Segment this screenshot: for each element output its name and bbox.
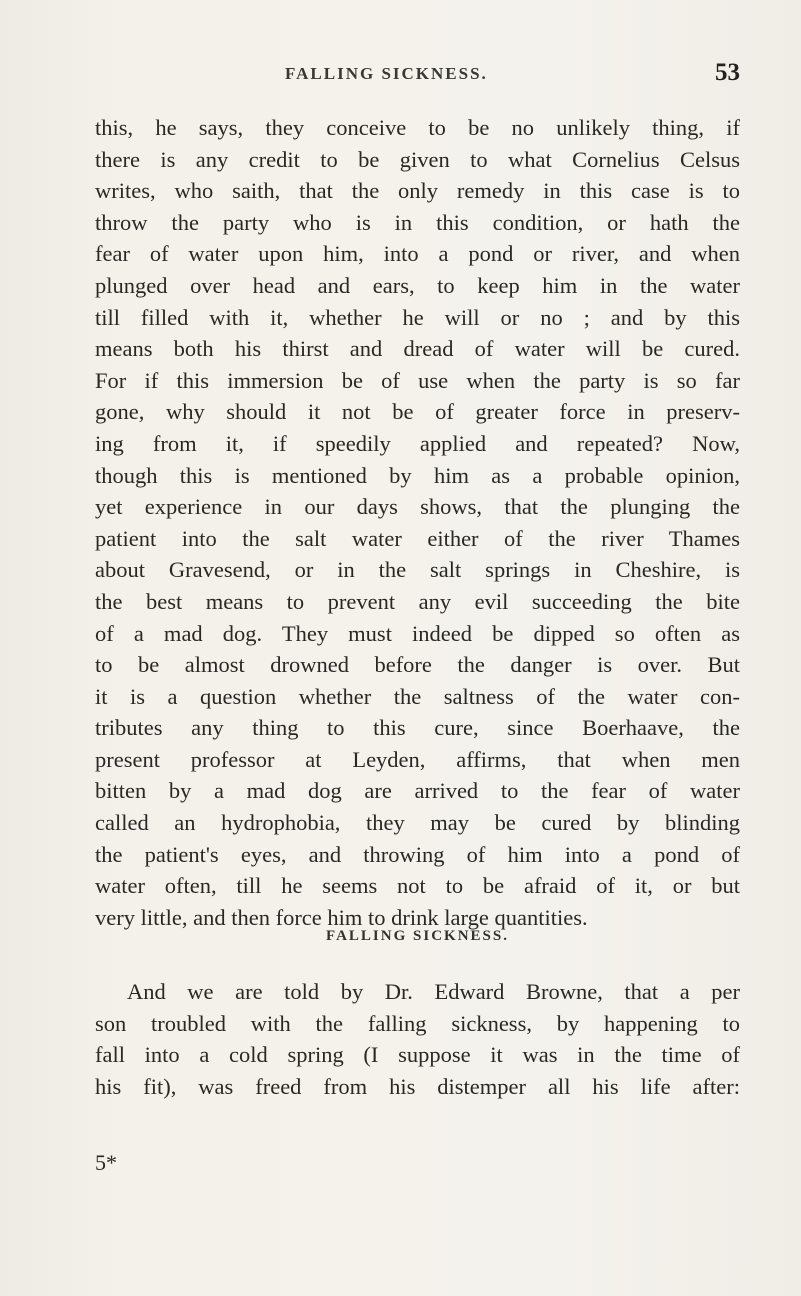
text-line: his fit), was freed from his distemper all his life after:	[95, 1073, 740, 1099]
section-heading: FALLING SICKNESS.	[326, 928, 509, 944]
text-line: patient into the salt water either of the river Thames	[95, 525, 740, 551]
text-line: present professor at Leyden, affirms, that when men	[95, 746, 740, 772]
page-number: 53	[715, 59, 740, 86]
section-paragraph	[95, 976, 740, 1102]
text-line: tributes any thing to this cure, since Boerhaave, the	[95, 715, 740, 741]
text-line: about Gravesend, or in the salt springs in Cheshire, is	[95, 557, 740, 583]
text-line: the patient's eyes, and throwing of him into a pond of	[95, 841, 740, 867]
running-title: FALLING SICKNESS.	[285, 64, 488, 83]
text-line: this, he says, they conceive to be no unlikely thing, if	[95, 115, 740, 140]
text-line: And we are told by Dr. Edward Browne, that a per	[127, 979, 740, 1004]
text-line: gone, why should it not be of greater force in preserv-	[95, 399, 740, 425]
text-line: very little, and then force him to drink large quantities.	[95, 904, 588, 930]
text-line: called an hydrophobia, they may be cured by blinding	[95, 810, 740, 836]
text-line: bitten by a mad dog are arrived to the fear of water	[95, 778, 740, 804]
text-line: the best means to prevent any evil succeeding the bite	[95, 588, 740, 614]
text-line: till filled with it, whether he will or no ; and by this	[95, 304, 740, 330]
text-line: son troubled with the falling sickness, by happening to	[95, 1010, 740, 1036]
text-line: though this is mentioned by him as a probable opinion,	[95, 462, 740, 488]
text-line: yet experience in our days shows, that the plunging the	[95, 494, 740, 520]
text-line: ing from it, if speedily applied and repeated? Now,	[95, 430, 740, 456]
text-line: of a mad dog. They must indeed be dipped so often as	[95, 620, 740, 646]
text-line: For if this immersion be of use when the party is so far	[95, 367, 740, 393]
body-paragraph	[95, 112, 740, 933]
text-line: plunged over head and ears, to keep him in the water	[95, 272, 740, 298]
text-line: writes, who saith, that the only remedy in this case is to	[95, 178, 740, 204]
text-line: water often, till he seems not to be afraid of it, or but	[95, 873, 740, 899]
running-head	[95, 59, 740, 92]
text-line: to be almost drowned before the danger is over. But	[95, 652, 740, 678]
text-line: throw the party who is in this condition, or hath the	[95, 209, 740, 235]
text-line: means both his thirst and dread of water will be cured.	[95, 336, 740, 362]
text-line: fear of water upon him, into a pond or river, and when	[95, 241, 740, 267]
signature-mark: 5*	[95, 1150, 117, 1175]
text-line: it is a question whether the saltness of the water con-	[95, 683, 740, 709]
text-line: fall into a cold spring (I suppose it was in the time of	[95, 1042, 740, 1068]
text-line: there is any credit to be given to what Cornelius Celsus	[95, 146, 740, 172]
